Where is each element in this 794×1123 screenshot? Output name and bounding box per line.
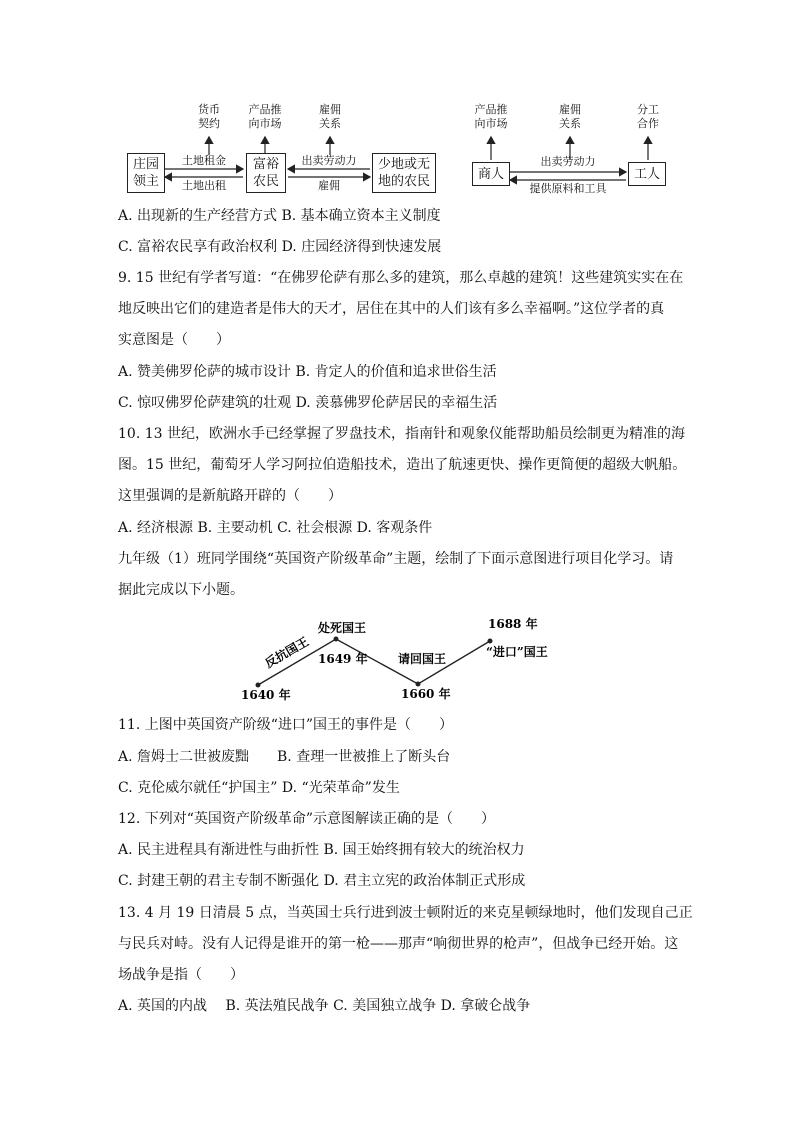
q9-text-line: 9. 15 世纪有学者写道：“在佛罗伦萨有那么多的建筑，那么卓越的建筑！这些建筑实实在在 [118,270,684,286]
box-text: 庄园 [132,157,159,172]
recall-king-label: 请回国王 [398,652,447,666]
q13-text-line: 与民兵对峙。没有人记得是谁开的第一枪——那声“响彻世界的枪声”，但战争已经开始。这 [118,936,679,952]
q8-options-cd: C. 富裕农民享有政治权利 D. 庄园经济得到快速发展 [118,239,442,255]
label-line: 关系 [319,117,341,130]
year-1660-label: 1660 年 [401,687,451,701]
q8-options-ab: A. 出现新的生产经营方式 B. 基本确立资本主义制度 [118,208,441,224]
label-line: 货币 [198,103,220,116]
box-text: 少地或无 [377,157,430,172]
box-text: 领主 [132,174,159,189]
label-line: 契约 [198,117,220,130]
sell-labor-label: 出卖劳动力 [540,155,596,168]
year-1640-label: 1640 年 [241,688,291,702]
label-line: 产品推 [474,103,508,116]
box-text: 地的农民 [377,174,430,189]
q10-text-line: 10. 13 世纪，欧洲水手已经掌握了罗盘技术，指南针和观象仪能帮助船员绘制更为精准的海 [118,426,685,442]
timeline-point-1688 [488,639,493,644]
q13-options: A. 英国的内战 B. 英法殖民战争 C. 美国独立战争 D. 拿破仑战争 [118,998,531,1014]
q9-text-line: 实意图是（ ） [118,332,230,348]
label-line: 向市场 [248,117,282,130]
hire-label: 雇佣 [318,179,340,192]
q12-options-cd: C. 封建王朝的君主专制不断强化 D. 君主立宪的政治体制正式形成 [118,873,526,889]
execute-king-label: 处死国王 [318,621,367,635]
land-rent-label: 土地租金 [182,154,226,167]
label-line: 雇佣 [559,103,581,116]
q12-options-ab: A. 民主进程具有渐进性与曲折性 B. 国王始终拥有较大的统治权力 [118,842,525,858]
label-line: 合作 [637,117,659,130]
intro-text-line: 据此完成以下小题。 [118,582,244,598]
import-king-label: “进口”国王 [486,645,548,659]
q9-options-ab: A. 赞美佛罗伦萨的城市设计 B. 肯定人的价值和追求世俗生活 [118,364,497,380]
q11-options-cd: C. 克伦威尔就任“护国主” D. “光荣革命”发生 [118,780,400,796]
land-lease-label: 土地出租 [182,179,226,192]
box-text: 工人 [633,166,660,182]
intro-text-line: 九年级（1）班同学围绕“英国资产阶级革命”主题，绘制了下面示意图进行项目化学习。请 [118,551,674,567]
year-1688-label: 1688 年 [488,617,538,631]
q13-text-line: 场战争是指（ ） [118,967,244,983]
box-text: 富裕 [252,157,279,172]
year-1649-label: 1649 年 [318,652,368,666]
label-line: 雇佣 [319,103,341,116]
provide-materials-label: 提供原料和工具 [529,182,607,195]
resist-king-label: 反抗国王 [262,634,312,671]
label-line: 产品推 [248,103,282,116]
q10-text-line: 这里强调的是新航路开辟的（ ） [118,488,342,504]
q9-options-cd: C. 惊叹佛罗伦萨建筑的壮观 D. 羡慕佛罗伦萨居民的幸福生活 [118,395,498,411]
timeline-point-1660 [416,682,421,687]
q9-text-line: 地反映出它们的建造者是伟大的天才，居住在其中的人们该有多么幸福啊。”这位学者的真 [118,301,665,317]
q11-text: 11. 上图中英国资产阶级“进口”国王的事件是（ ） [118,717,454,733]
box-text: 商人 [477,166,504,182]
label-line: 向市场 [474,117,508,130]
q11-options-ab: A. 詹姆士二世被废黜 B. 查理一世被推上了断头台 [118,749,451,765]
label-line: 关系 [559,117,581,130]
q13-text-line: 13. 4 月 19 日清晨 5 点，当英国士兵行进到波士顿附近的来克星顿绿地时，他们发现自己正 [118,905,693,921]
sell-labor-label: 出卖劳动力 [301,154,357,167]
timeline-point-1640 [256,683,261,688]
label-line: 分工 [637,103,659,116]
timeline-point-1649 [334,637,339,642]
q10-options: A. 经济根源 B. 主要动机 C. 社会根源 D. 客观条件 [118,520,433,536]
box-text: 农民 [252,174,279,189]
q12-text: 12. 下列对“英国资产阶级革命”示意图解读正确的是（ ） [118,811,496,827]
q10-text-line: 图。15 世纪，葡萄牙人学习阿拉伯造船技术，造出了航速更快、操作更简便的超级大帆船。 [118,457,687,473]
